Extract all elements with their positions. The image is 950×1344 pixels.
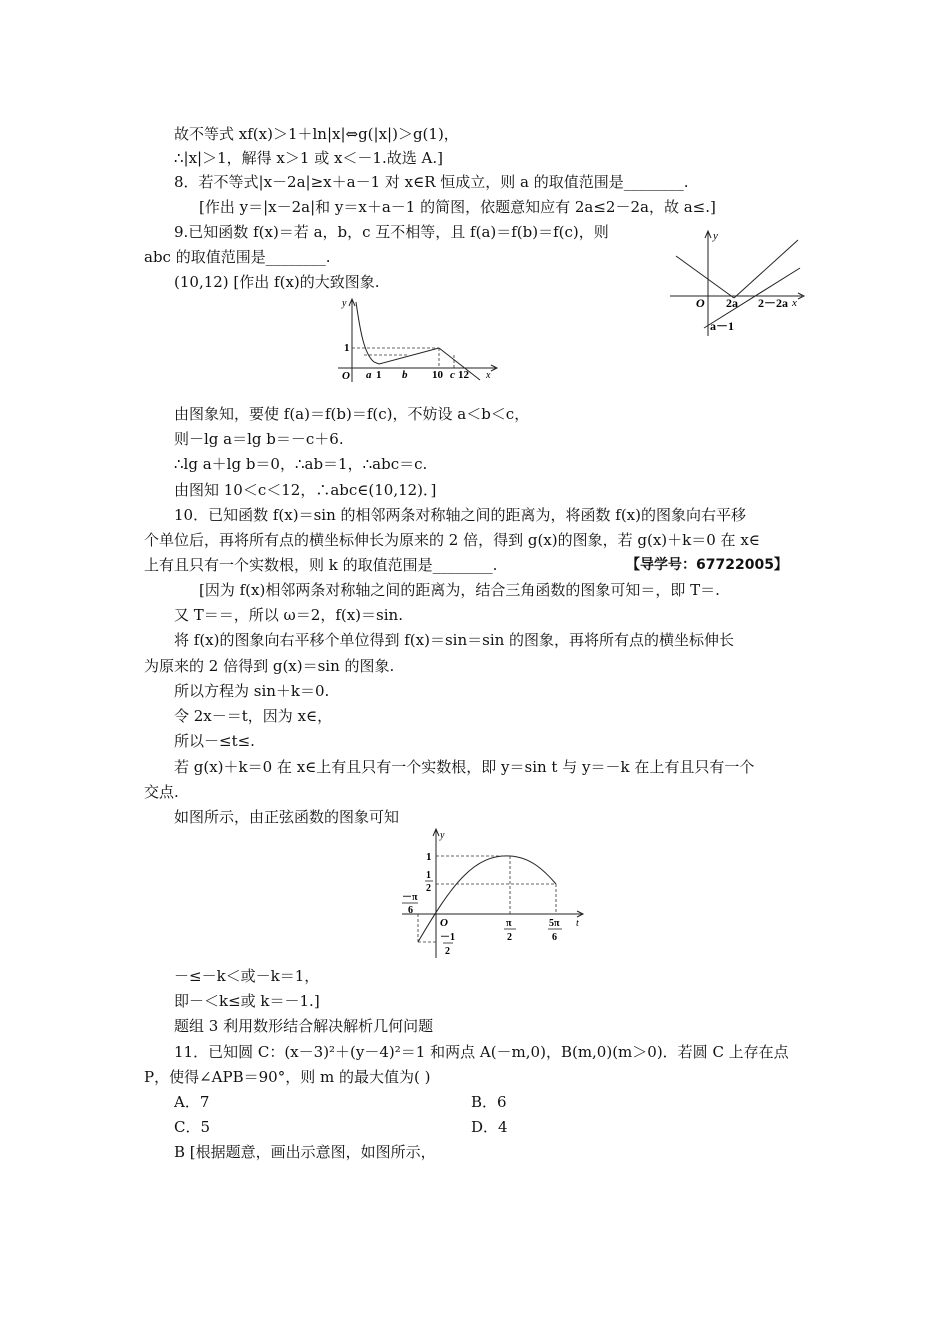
text-line: 令 2x－＝t，因为 x∈， <box>174 707 333 725</box>
tick-label: a <box>366 369 372 381</box>
axis-label-x: x <box>792 297 797 309</box>
text-line: 所以方程为 sin＋k＝0. <box>174 682 330 700</box>
text-line: 个单位后，再将所有点的横坐标伸长为原来的 2 倍，得到 g(x)的图象，若 g(x)＋k＝0 在 x∈ <box>144 531 760 549</box>
tick-label: 5π <box>549 918 560 929</box>
tick-label: 2－2a <box>758 296 789 310</box>
option-a: A．7 <box>174 1093 210 1111</box>
text-line: 即－＜k≤或 k＝－1.] <box>174 992 320 1010</box>
tick-label: 1 <box>376 369 382 381</box>
tick-label: π <box>506 918 512 929</box>
text-line: (10,12) [作出 f(x)的大致图象. <box>174 273 380 291</box>
text-line: －≤－k＜或－k＝1， <box>174 967 320 985</box>
tick-label: 1 <box>426 870 431 881</box>
text-line: 又 T＝＝，所以 ω＝2，f(x)＝sin. <box>174 606 403 624</box>
axis-label-y: y <box>713 230 718 242</box>
text-line: B [根据题意，画出示意图，如图所示， <box>174 1143 436 1161</box>
problem-8: 8．若不等式|x－2a|≥x＋a－1 对 x∈R 恒成立，则 a 的取值范围是________. <box>174 173 689 191</box>
tick-label: 1 <box>426 851 432 863</box>
text-line: ∴|x|＞1，解得 x＞1 或 x＜－1.故选 A.] <box>174 149 443 167</box>
option-b: B．6 <box>471 1093 507 1111</box>
tick-label: －π <box>402 892 418 903</box>
text-line: 将 f(x)的图象向右平移个单位得到 f(x)＝sin＝sin 的图象，再将所有点的横坐标伸长 <box>174 631 735 649</box>
text-line: 上有且只有一个实数根，则 k 的取值范围是________. <box>144 556 498 574</box>
text-line: 则－lg a＝lg b＝－c＋6. <box>174 430 344 448</box>
origin-label: O <box>440 917 448 929</box>
text-line: 交点. <box>144 783 179 801</box>
text-line: 如图所示，由正弦函数的图象可知 <box>174 808 400 826</box>
axis-label-x: x <box>486 370 491 381</box>
problem-11: 11．已知圆 C：(x－3)²＋(y－4)²＝1 和两点 A(－m,0)，B(m,0)(m＞0)．若圆 C 上存在点 <box>174 1043 789 1061</box>
problem-10: 10．已知函数 f(x)＝sin 的相邻两条对称轴之间的距离为，将函数 f(x)的图象向右平移 <box>174 506 746 524</box>
text-line: P，使得∠APB＝90°，则 m 的最大值为( ) <box>144 1068 431 1086</box>
text-line: 为原来的 2 倍得到 g(x)＝sin 的图象. <box>144 657 395 675</box>
origin-label: O <box>342 370 350 382</box>
text-line: 由图象知，要使 f(a)＝f(b)＝f(c)，不妨设 a＜b＜c， <box>174 405 530 423</box>
text-line: 故不等式 xf(x)＞1＋ln|x|⇔g(|x|)＞g(1)， <box>174 125 459 143</box>
text-line: abc 的取值范围是________. <box>144 248 331 266</box>
tick-label: 1 <box>344 342 350 354</box>
tick-label: 6 <box>552 932 557 943</box>
guide-number: 【导学号：67722005】 <box>626 557 788 573</box>
sine-graph <box>396 826 588 960</box>
text-line: 若 g(x)＋k＝0 在 x∈上有且只有一个实数根，即 y＝sin t 与 y＝－k 在上有且只有一个 <box>174 758 755 776</box>
fx-graph <box>334 296 502 384</box>
tick-label: b <box>402 369 408 381</box>
text-line: ∴lg a＋lg b＝0，∴ab＝1，∴abc＝c. <box>174 455 428 473</box>
option-c: C．5 <box>174 1118 211 1136</box>
tick-label: －1 <box>440 932 455 943</box>
abs-value-graph <box>666 226 816 338</box>
section-heading: 题组 3 利用数形结合解决解析几何问题 <box>174 1017 434 1035</box>
text-line: [作出 y＝|x－2a|和 y＝x＋a－1 的简图，依题意知应有 2a≤2－2a，故 a≤.] <box>199 198 716 216</box>
text-line: 由图知 10＜c＜12，∴abc∈(10,12)．] <box>174 481 437 499</box>
tick-label: 2 <box>507 932 512 943</box>
text-line: [因为 f(x)相邻两条对称轴之间的距离为，结合三角函数的图象可知＝，即 T＝. <box>199 581 720 599</box>
text-line: 所以－≤t≤. <box>174 732 255 750</box>
tick-label: 2 <box>445 946 450 957</box>
axis-label-y: y <box>440 830 445 841</box>
axis-label-y: y <box>342 298 347 309</box>
tick-label: a－1 <box>710 319 735 333</box>
tick-label: 6 <box>408 905 413 916</box>
option-d: D．4 <box>471 1118 508 1136</box>
tick-label: 2 <box>426 883 431 894</box>
tick-label: 12 <box>458 369 469 381</box>
tick-label: 10 <box>432 369 443 381</box>
tick-label: c <box>450 369 455 381</box>
problem-9: 9.已知函数 f(x)＝若 a，b，c 互不相等，且 f(a)＝f(b)＝f(c)，则 <box>174 223 609 241</box>
origin-label: O <box>696 296 705 310</box>
tick-label: 2a <box>726 296 738 310</box>
axis-label-t: t <box>576 918 579 929</box>
